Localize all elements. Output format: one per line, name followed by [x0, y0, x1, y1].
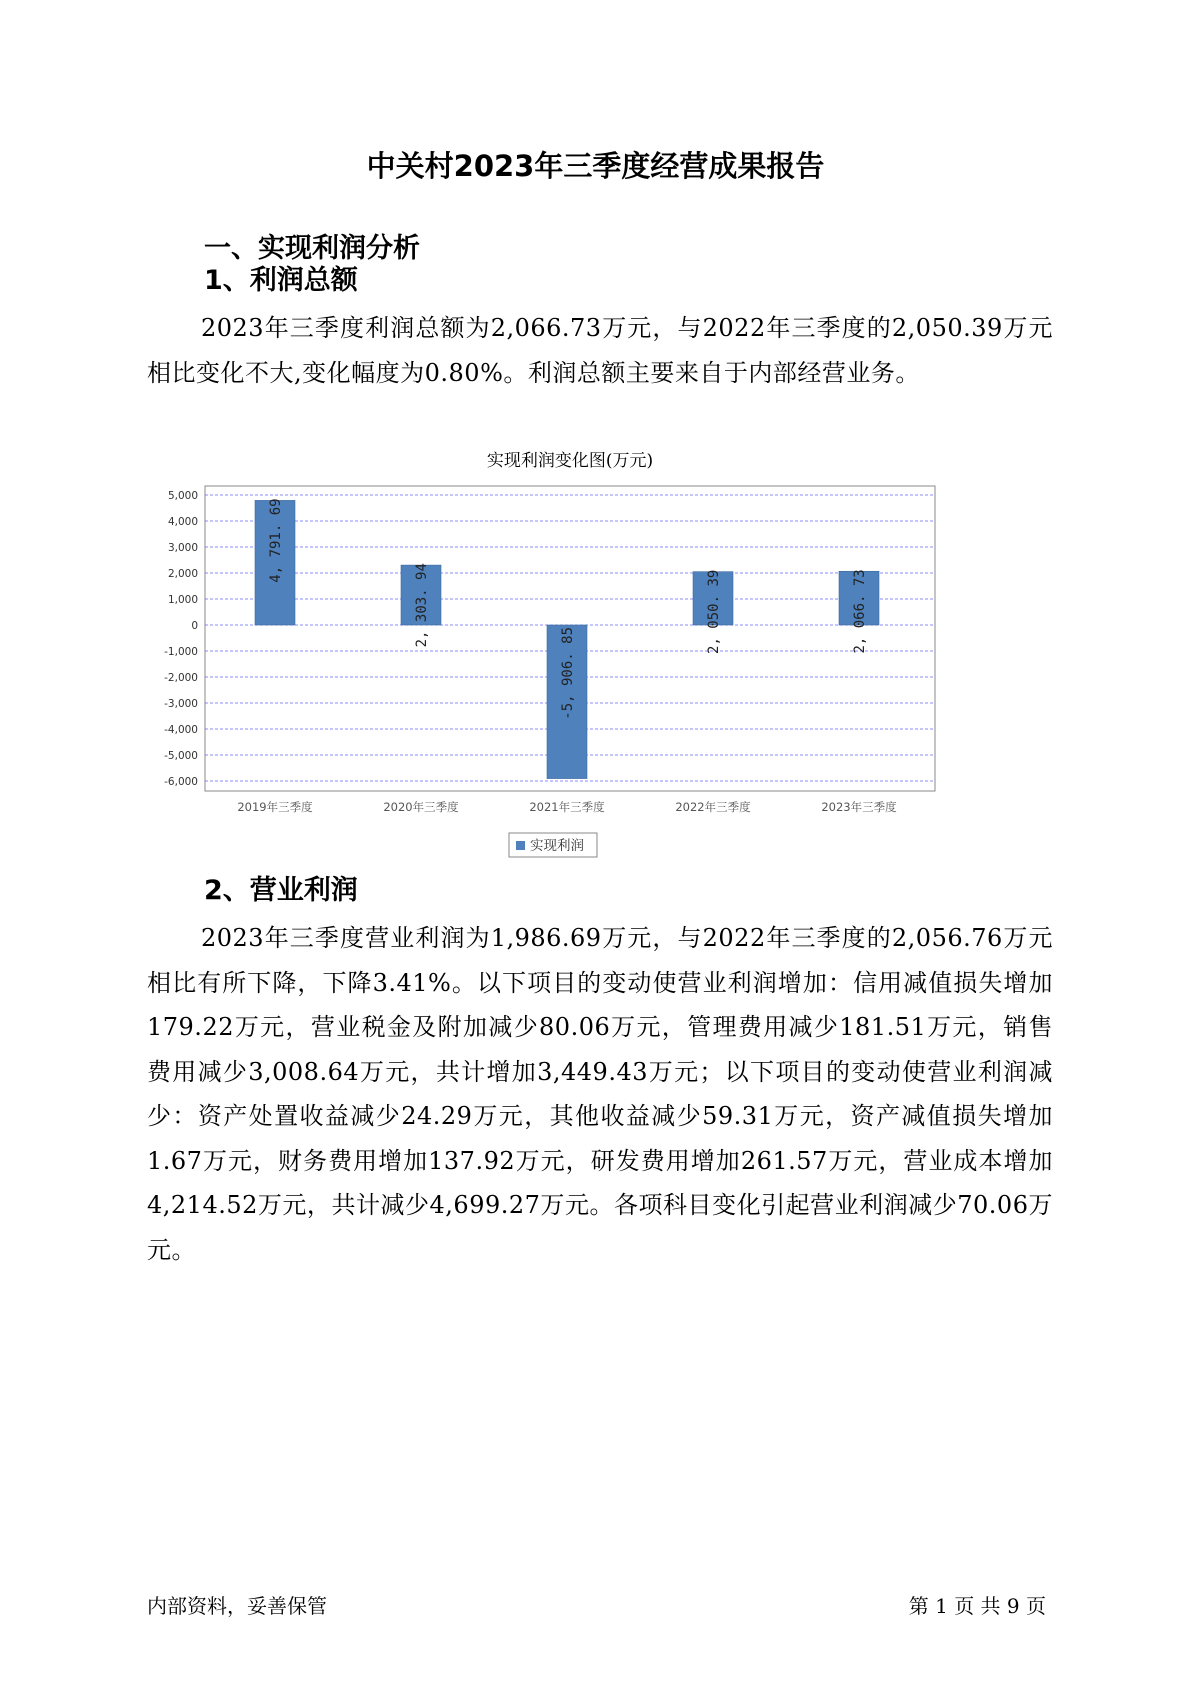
legend-swatch: [516, 841, 525, 850]
data-label: 4, 791. 69: [268, 498, 284, 583]
y-tick-label: 1,000: [167, 594, 198, 606]
y-tick-label: 2,000: [167, 568, 198, 580]
y-tick-label: -3,000: [164, 698, 198, 710]
y-tick-label: 3,000: [167, 542, 198, 554]
y-tick-label: 0: [191, 620, 198, 632]
chart-body: [164, 486, 935, 857]
y-tick-label: 5,000: [167, 490, 198, 502]
footer-confidential-note: 内部资料，妥善保管: [147, 1594, 327, 1618]
x-tick-label: 2019年三季度: [237, 800, 313, 814]
data-label: -5, 906. 85: [560, 627, 576, 720]
data-label: 2, 066. 73: [852, 569, 868, 654]
y-tick-label: -1,000: [164, 646, 198, 658]
y-tick-label: -5,000: [164, 750, 198, 762]
x-tick-label: 2021年三季度: [529, 800, 605, 814]
y-tick-label: -6,000: [164, 776, 198, 788]
data-label: 2, 050. 39: [706, 569, 722, 654]
y-tick-label: -2,000: [164, 672, 198, 684]
x-tick-label: 2020年三季度: [383, 800, 459, 814]
y-tick-label: -4,000: [164, 724, 198, 736]
profit-bar-chart: [160, 445, 1030, 905]
total-profit-paragraph: 2023年三季度利润总额为2,066.73万元，与2022年三季度的2,050.39万元相比变化不大,变化幅度为0.80%。利润总额主要来自于内部经营业务。: [147, 314, 1053, 387]
data-label: 2, 303. 94: [414, 563, 430, 648]
chart-title: 实现利润变化图(万元): [486, 451, 654, 471]
subsection-heading-operating-profit: 2、营业利润: [204, 875, 358, 906]
page-title: 中关村2023年三季度经营成果报告: [366, 149, 825, 183]
section-heading: 一、实现利润分析: [204, 233, 420, 264]
x-tick-label: 2022年三季度: [675, 800, 751, 814]
x-tick-label: 2023年三季度: [821, 800, 897, 814]
legend-label: 实现利润: [530, 838, 584, 854]
y-tick-label: 4,000: [167, 516, 198, 528]
subsection-heading-total-profit: 1、利润总额: [204, 265, 358, 296]
operating-profit-paragraph: 2023年三季度营业利润为1,986.69万元，与2022年三季度的2,056.76万元相比有所下降，下降3.41%。以下项目的变动使营业利润增加：信用减值损失增加179.22万元，营业税金及附加减少80.06万元，管理费用减少181.51万元，销售费用减少3,008.64万元，共计增加3,449.43万元；以下项目的变动使营业利润减少：资产处置收益减少24.29万元，其他收益减少59.31万元，资产减值损失增加1.67万元，财务费用增加137.92万元，研发费用增加261.57万元，营业成本增加4,214.52万元，共计减少4,699.27万元。各项科目变化引起营业利润减少70.06万元。: [147, 924, 1053, 1264]
footer-page-number: 第 1 页 共 9 页: [908, 1594, 1046, 1618]
